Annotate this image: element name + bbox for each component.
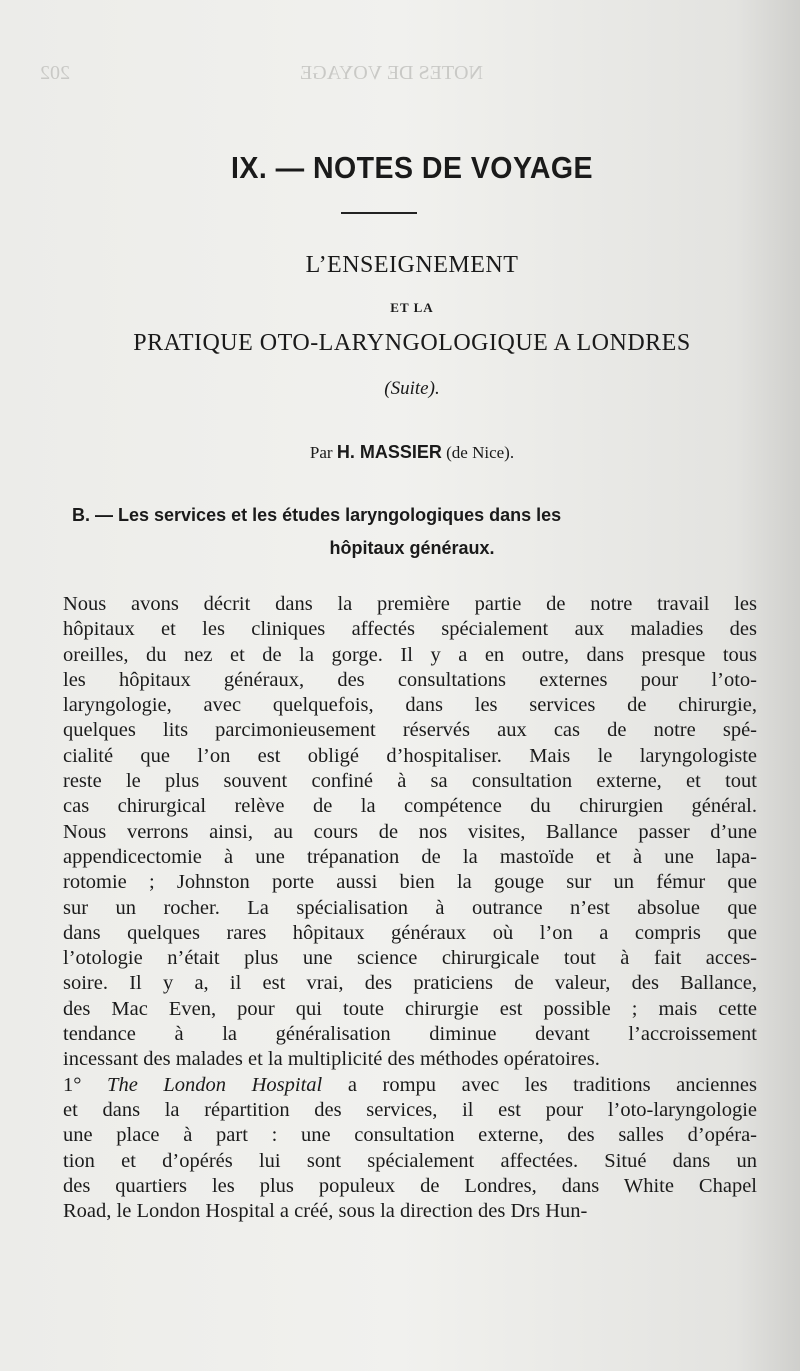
paragraph-1-line: Nous verrons ainsi, au cours de nos visites, Ballance passer d’une (63, 820, 757, 843)
paragraph-1-line: laryngologie, avec quelquefois, dans les services de chirurgie, (63, 694, 757, 717)
paragraph-2-first-rest: a rompu avec les traditions anciennes (322, 1073, 757, 1096)
subheading-line-2: hôpitaux généraux. (329, 538, 495, 558)
paragraph-1-line: tendance à la généralisation diminue devant l’accroissement (63, 1023, 757, 1046)
subtitle-et-la: ET LA (390, 300, 434, 315)
subtitle-pratique: PRATIQUE OTO-LARYNGOLOGIQUE A LONDRES (133, 330, 691, 356)
paragraph-1-line: cialité que l’on est obligé d’hospitaliser. Mais le laryngologiste (63, 744, 757, 767)
paragraph-1-line: l’otologie n’était plus une science chirurgicale tout à fait acces- (63, 947, 757, 970)
paragraph-1-line: soire. Il y a, il est vrai, des praticiens de valeur, des Ballance, (63, 972, 757, 995)
paragraph-1-line: quelques lits parcimonieusement réservés aux cas de notre spé- (63, 719, 757, 742)
paragraph-2-first-line (63, 1073, 757, 1098)
paragraph-1-line: incessant des malades et la multiplicité des méthodes opératoires. (63, 1048, 600, 1071)
paragraph-1-line: oreilles, du nez et de la gorge. Il y a en outre, dans presque tous (63, 643, 757, 666)
paragraph-1-line: dans quelques rares hôpitaux généraux où l’on a compris que (63, 921, 757, 944)
subheading-line-1: B. — Les services et les études laryngologiques dans les (72, 505, 562, 525)
paragraph-1-line: hôpitaux et les cliniques affectés spécialement aux maladies des (63, 618, 757, 641)
paragraph-2-line: des quartiers les plus populeux de Londres, dans White Chapel (63, 1174, 757, 1197)
paragraph-2 (63, 1098, 757, 1224)
body-text (63, 592, 757, 1224)
author-name: H. MASSIER (336, 442, 442, 462)
paragraph-2-line: tion et d’opérés lui sont spécialement affectées. Situé dans un (63, 1149, 757, 1172)
paragraph-1-line: Nous avons décrit dans la première partie de notre travail les (63, 593, 757, 615)
author-suffix: (de Nice). (441, 443, 515, 462)
paragraph-1-line: sur un rocher. La spécialisation à outrance n’est absolue que (63, 896, 757, 919)
hospital-name: The London Hospital (107, 1073, 323, 1096)
section-title: IX. — NOTES DE VOYAGE (230, 150, 594, 185)
paragraph-2-line: Road, le London Hospital a créé, sous la direction des Drs Hun- (63, 1200, 588, 1223)
paragraph-1-line: reste le plus souvent confiné à sa consultation externe, et tout (63, 770, 757, 793)
list-number: 1° (63, 1073, 108, 1096)
bleed-through-running-header: NOTES DE VOYAGE (300, 62, 483, 84)
paragraph-1-line: des Mac Even, pour qui toute chirurgie est possible ; mais cette (63, 997, 757, 1020)
author-line (60, 442, 764, 463)
paragraph-2-line: et dans la répartition des services, il est pour l’oto-laryngologie (63, 1098, 757, 1121)
paragraph-2-line: une place à part : une consultation externe, des salles d’opéra- (63, 1124, 757, 1147)
suite-label: (Suite). (384, 378, 440, 399)
paragraph-1-line: cas chirurgical relève de la compétence du chirurgien général. (63, 795, 757, 818)
bleed-through-page-number: 202 (40, 62, 70, 84)
paragraph-1-line: rotomie ; Johnston porte aussi bien la gouge sur un fémur que (63, 871, 757, 894)
paragraph-1-line: appendicectomie à une trépanation de la mastoïde et à une lapa- (63, 845, 757, 868)
subtitle-enseignement: L’ENSEIGNEMENT (305, 252, 519, 278)
paragraph-1-line: les hôpitaux généraux, des consultations externes pour l’oto- (63, 668, 757, 691)
title-rule (341, 212, 417, 214)
paragraph-1 (63, 592, 757, 1073)
author-prefix: Par (309, 443, 337, 462)
